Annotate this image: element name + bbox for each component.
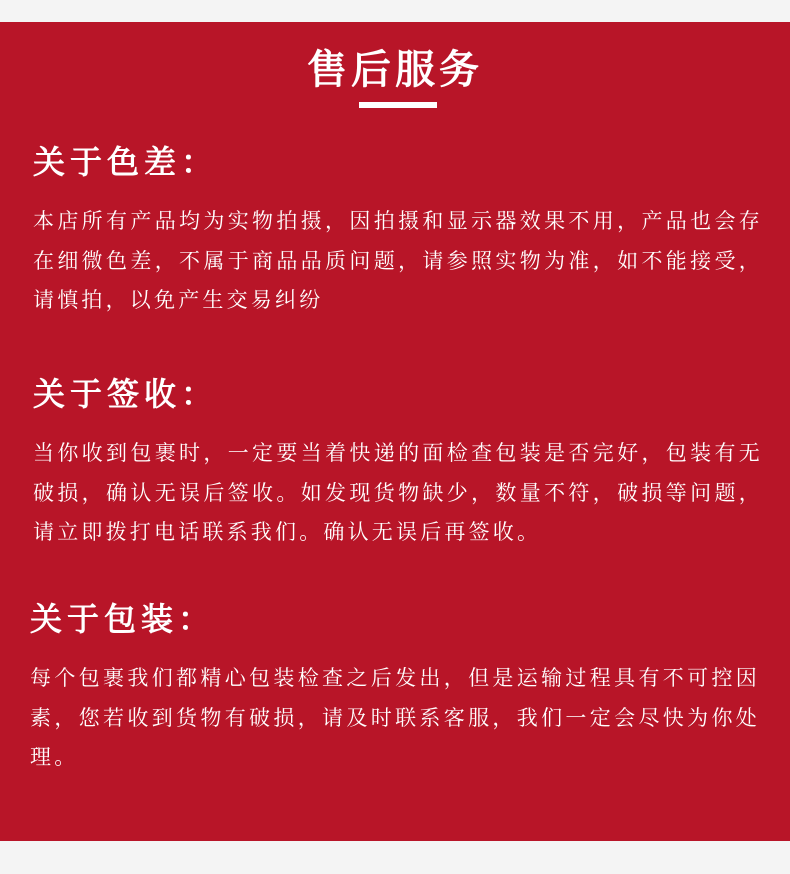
title-underline <box>359 102 437 108</box>
section-body: 每个包裹我们都精心包装检查之后发出，但是运输过程具有不可控因素，您若收到货物有破损，请及时联系客服，我们一定会尽快为你处理。 <box>30 666 760 769</box>
section-packaging <box>30 597 760 778</box>
section-heading: 关于色差： <box>33 143 219 181</box>
section-signing <box>33 372 763 553</box>
section-body: 当你收到包裹时，一定要当着快递的面检查包装是否完好，包装有无破损，确认无误后签收。如发现货物缺少，数量不符，破损等问题，请立即拨打电话联系我们。确认无误后再签收。 <box>33 441 763 544</box>
section-heading: 关于包装： <box>30 600 216 638</box>
page-title: 售后服务 <box>307 46 483 93</box>
section-color-difference <box>33 140 763 321</box>
section-body: 本店所有产品均为实物拍摄，因拍摄和显示器效果不用，产品也会存在细微色差，不属于商品品质问题，请参照实物为准，如不能接受，请慎拍，以免产生交易纠纷 <box>33 209 763 312</box>
section-heading: 关于签收： <box>33 375 219 413</box>
after-sales-panel <box>0 22 790 841</box>
